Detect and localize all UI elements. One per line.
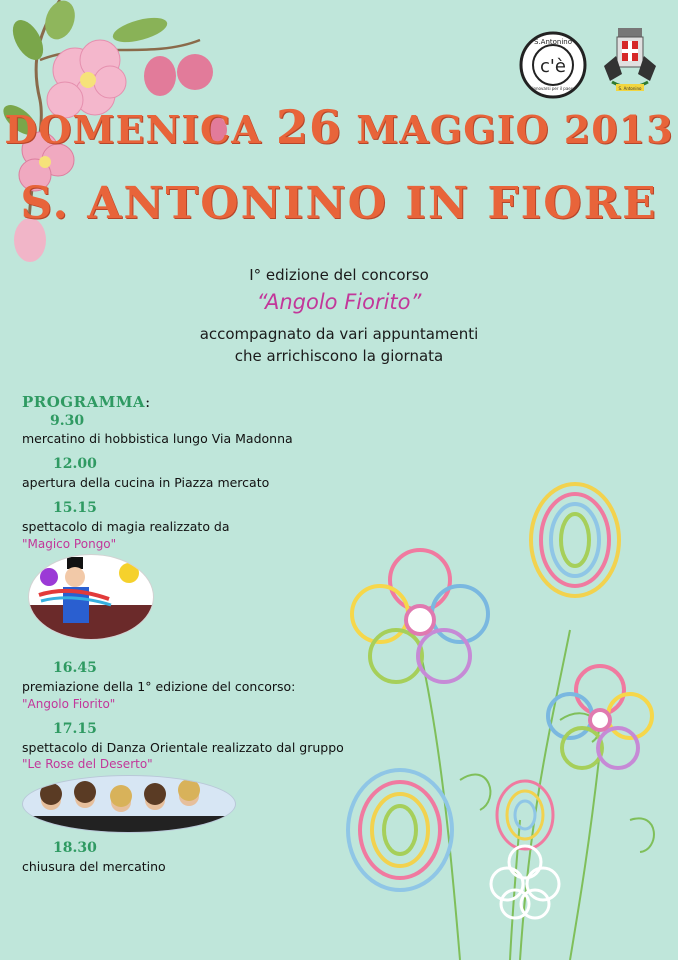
program-time: 12.00	[53, 456, 97, 472]
program-description: chiusura del mercatino	[22, 859, 166, 874]
program-description: spettacolo di magia realizzato da	[22, 519, 230, 534]
crest-caption: S. Antonino	[618, 86, 642, 91]
program-time: 17.15	[53, 721, 97, 737]
program-heading-text: PROGRAMMA	[22, 393, 146, 411]
program-time: 9.30	[50, 413, 85, 429]
date-weekday: DOMENICA	[4, 107, 276, 152]
program-description: spettacolo di Danza Orientale realizzato dal gruppo	[22, 740, 344, 755]
sant-antonino-badge-logo	[518, 30, 588, 100]
town-crest-icon	[600, 26, 660, 96]
badge-top-text: S.Antonino	[533, 38, 573, 46]
intro-line-2: che arrichiscono la giornata	[234, 347, 444, 365]
decorative-flowers	[330, 480, 678, 960]
program-guest: "Le Rose del Deserto"	[22, 757, 153, 771]
program-time: 18.30	[53, 840, 97, 856]
badge-center-text: c'è	[540, 56, 566, 77]
date-month-year: MAGGIO 2013	[342, 107, 674, 152]
program-description: mercatino di hobbistica lungo Via Madonna	[22, 431, 293, 446]
magician-photo	[28, 554, 154, 640]
event-date	[0, 100, 678, 154]
program-heading-colon: :	[145, 393, 151, 411]
magician-illustration	[29, 555, 153, 639]
contest-edition-text: I° edizione del concorso	[249, 266, 429, 284]
program-guest: "Angolo Fiorito"	[22, 697, 116, 711]
contest-name: “Angolo Fiorito”	[256, 290, 422, 314]
program-guest: "Magico Pongo"	[22, 537, 117, 551]
date-day: 26	[275, 100, 342, 154]
dance-group-photo	[22, 775, 236, 833]
program-time: 15.15	[53, 500, 97, 516]
event-title: S. ANTONINO IN FIORE	[20, 178, 658, 229]
dance-group-illustration	[23, 776, 235, 832]
badge-bottom-text: rinnovarsi per il paese	[530, 86, 576, 91]
program-description: premiazione della 1° edizione del concorso:	[22, 679, 296, 694]
intro-line-1: accompagnato da vari appuntamenti	[199, 325, 479, 343]
program-time: 16.45	[53, 660, 97, 676]
program-description: apertura della cucina in Piazza mercato	[22, 475, 270, 490]
program-heading	[22, 393, 151, 411]
